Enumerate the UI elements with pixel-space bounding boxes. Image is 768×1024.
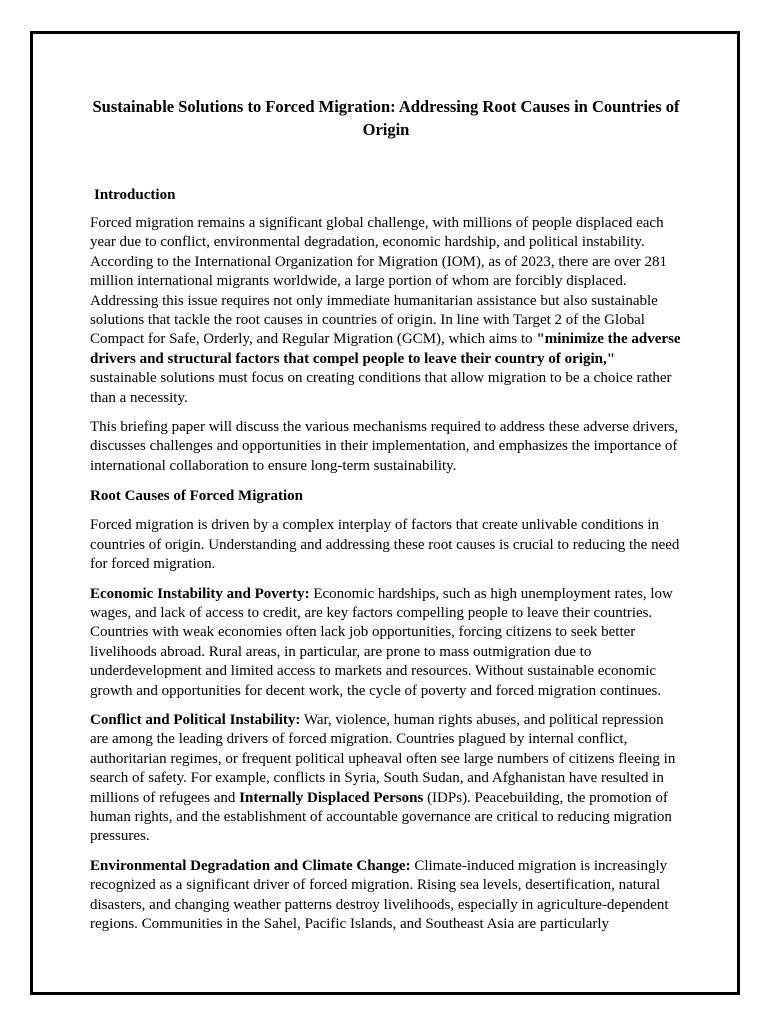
economic-paragraph (90, 585, 682, 701)
conflict-label: Conflict and Political Instability: (90, 711, 301, 728)
root-causes-heading: Root Causes of Forced Migration (90, 488, 304, 505)
document-title: Sustainable Solutions to Forced Migration: Addressing Root Causes in Countries of Origin (92, 97, 680, 139)
environment-paragraph (90, 857, 682, 935)
economic-label: Economic Instability and Poverty: (90, 585, 310, 602)
conflict-text-before: War, violence, human rights abuses, and political repression are among the leading drivers of forced migration. Countries plagued by internal conflict, authoritarian regimes, or frequent political upheaval often see large numbers of citizens fleeing in search of safety. For example, conflicts in Syria, South Sudan, and Afghanistan have resulted in millions of refugees and (90, 711, 676, 806)
conflict-paragraph (90, 711, 682, 847)
document-page (30, 31, 740, 995)
economic-text: Economic hardships, such as high unemployment rates, low wages, and lack of access to credit, are key factors compelling people to leave their countries. Countries with weak economies often lack job opportunities, forcing citizens to seek better livelihoods abroad. Rural areas, in particular, are prone to mass outmigration due to underdevelopment and limited access to markets and resources. Without sustainable economic growth and opportunities for decent work, the cycle of poverty and forced migration continues. (90, 585, 673, 699)
conflict-text-after: (IDPs). Peacebuilding, the promotion of human rights, and the establishment of accountable governance are critical to reducing migration pressures. (90, 789, 672, 845)
environment-label: Environmental Degradation and Climate Change: (90, 857, 411, 874)
gcm-target-quote: "minimize the adverse drivers and structural factors that compel people to leave their country of origin," (90, 331, 681, 367)
idp-term: Internally Displaced Persons (239, 789, 424, 806)
intro-text-after-quote: sustainable solutions must focus on creating conditions that allow migration to be a choice rather than a necessity. (90, 370, 672, 406)
document-body (90, 34, 682, 934)
introduction-paragraph-2: This briefing paper will discuss the various mechanisms required to address these adverse drivers, discusses challenges and opportunities in their implementation, and emphasizes the importance of international collaboration to ensure long-term sustainability. (90, 419, 679, 474)
environment-text: Climate-induced migration is increasingly recognized as a significant driver of forced migration. Rising sea levels, desertification, natural disasters, and changing weather patterns destroy livelihoods, especially in agriculture-dependent regions. Communities in the Sahel, Pacific Islands, and Southeast Asia are particularly (90, 857, 669, 932)
root-causes-intro-paragraph: Forced migration is driven by a complex interplay of factors that create unlivable conditions in countries of origin. Understanding and addressing these root causes is crucial to reducing the need for forced migration. (90, 517, 680, 573)
introduction-heading: Introduction (94, 187, 176, 203)
intro-text-before-quote: Forced migration remains a significant global challenge, with millions of people displaced each year due to conflict, environmental degradation, economic hardship, and political instability. According to the International Organization for Migration (IOM), as of 2023, there are over 281 million international migrants worldwide, a large portion of whom are forcibly displaced. Addressing this issue requires not only immediate humanitarian assistance but also sustainable solutions that tackle the root causes in countries of origin. In line with Target 2 of the Global Compact for Safe, Orderly, and Regular Migration (GCM), which aims to (90, 215, 668, 348)
introduction-paragraph-1 (90, 214, 682, 408)
